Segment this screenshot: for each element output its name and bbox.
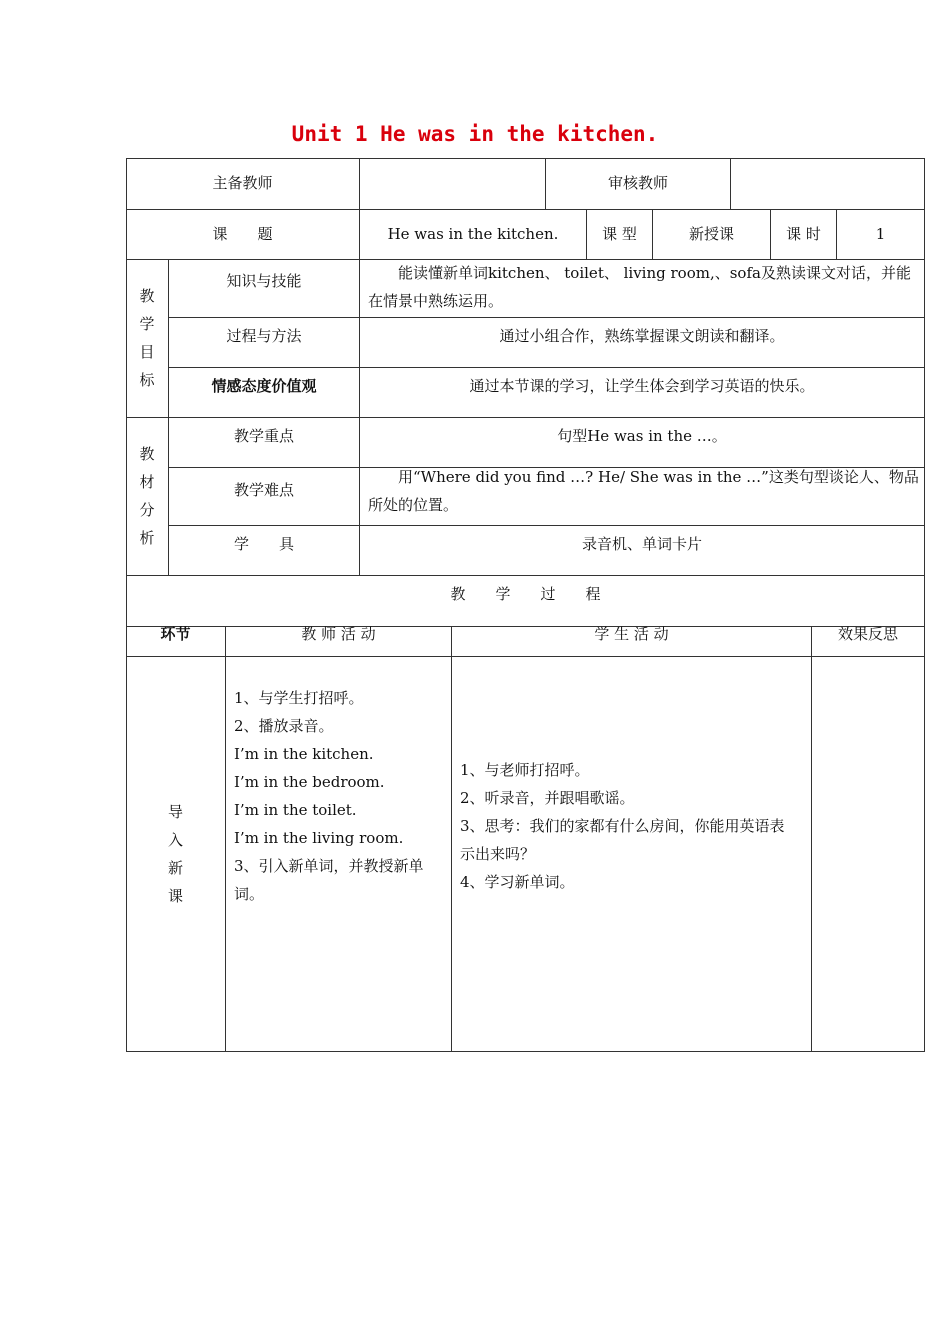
analysis-group-label: [126, 417, 168, 575]
difficulty-text: 用“Where did you find …? He/ She was in the …”这类句型谈论人、物品所处的位置。: [368, 468, 919, 514]
rule: [126, 1051, 925, 1052]
objectives-char: 学: [139, 315, 155, 333]
class-hours-value: 1: [875, 224, 886, 243]
teaching-process-heading: 教 学 过 程: [450, 584, 601, 603]
teacher-activity-line: I’m in the bedroom.: [234, 773, 385, 791]
key-point-label: 教学重点: [233, 426, 294, 445]
difficulty-label: 教学难点: [233, 480, 294, 499]
lead-teacher-value: [360, 158, 545, 209]
process-method-label: 过程与方法: [226, 326, 302, 345]
tools-text: 录音机、单词卡片: [581, 534, 702, 553]
teacher-activities: [234, 684, 434, 908]
key-point-text: 句型He was in the …。: [557, 426, 727, 445]
student-activity-line: 4、学习新单词。: [460, 873, 575, 891]
teacher-activity-line: 2、播放录音。: [234, 717, 334, 735]
topic-value: He was in the kitchen.: [387, 224, 559, 243]
objectives-group-label: [126, 259, 168, 417]
teacher-activity-line: I’m in the living room.: [234, 829, 404, 847]
stage-char: 课: [167, 886, 183, 905]
reflection-cell: [812, 656, 924, 1051]
lesson-plan-table: [126, 158, 925, 1052]
process-method-text: 通过小组合作，熟练掌握课文朗读和翻译。: [499, 326, 785, 345]
lesson-type-value: 新授课: [688, 224, 734, 243]
stage-introduce-new-lesson: [126, 656, 225, 1051]
lesson-type-label: 课 型: [602, 224, 637, 243]
student-activities: [460, 756, 794, 896]
lead-teacher-label: 主备教师: [212, 174, 273, 192]
objectives-char: 目: [139, 343, 155, 361]
analysis-char: 分: [139, 501, 155, 519]
stage-char: 导: [167, 802, 183, 821]
stage-char: 新: [167, 858, 183, 877]
analysis-char: 教: [139, 445, 155, 463]
teacher-activity-line: 1、与学生打招呼。: [234, 689, 364, 707]
topic-label: 课 题: [212, 224, 273, 243]
teacher-activity-line: I’m in the toilet.: [234, 801, 357, 819]
stage-char: 入: [167, 830, 183, 849]
rule: [126, 656, 925, 657]
student-activity-line: 2、听录音，并跟唱歌谣。: [460, 789, 635, 807]
teacher-activity-line: 3、引入新单词，并教授新单词。: [234, 857, 424, 903]
analysis-char: 材: [139, 473, 155, 491]
knowledge-text: 能读懂新单词kitchen、 toilet、 living room,、sofa及熟读课文对话，并能在情景中熟练运用。: [368, 264, 911, 310]
reviewer-label: 审核教师: [607, 174, 668, 192]
rule: [451, 626, 452, 1052]
col-student-header: 学 生 活 动: [594, 624, 669, 643]
col-stage-header: 环节: [160, 624, 191, 643]
col-teacher-header: 教 师 活 动: [301, 624, 376, 643]
class-hours-label: 课 时: [786, 224, 821, 243]
knowledge-label: 知识与技能: [226, 271, 302, 290]
objectives-char: 教: [139, 287, 155, 305]
emotion-values-label: 情感态度价值观: [211, 376, 317, 395]
document-title: Unit 1 He was in the kitchen.: [291, 122, 659, 146]
student-activity-line: 3、思考：我们的家都有什么房间，你能用英语表示出来吗？: [460, 817, 785, 863]
objectives-char: 标: [139, 371, 155, 389]
student-activity-line: 1、与老师打招呼。: [460, 761, 590, 779]
emotion-values-text: 通过本节课的学习，让学生体会到学习英语的快乐。: [469, 376, 815, 395]
teacher-activity-line: I’m in the kitchen.: [234, 745, 374, 763]
reviewer-value: [731, 158, 924, 209]
rule: [225, 626, 226, 1052]
tools-label: 学 具: [233, 534, 294, 553]
col-reflection-header: 效果反思: [837, 624, 898, 643]
analysis-char: 析: [139, 529, 155, 547]
